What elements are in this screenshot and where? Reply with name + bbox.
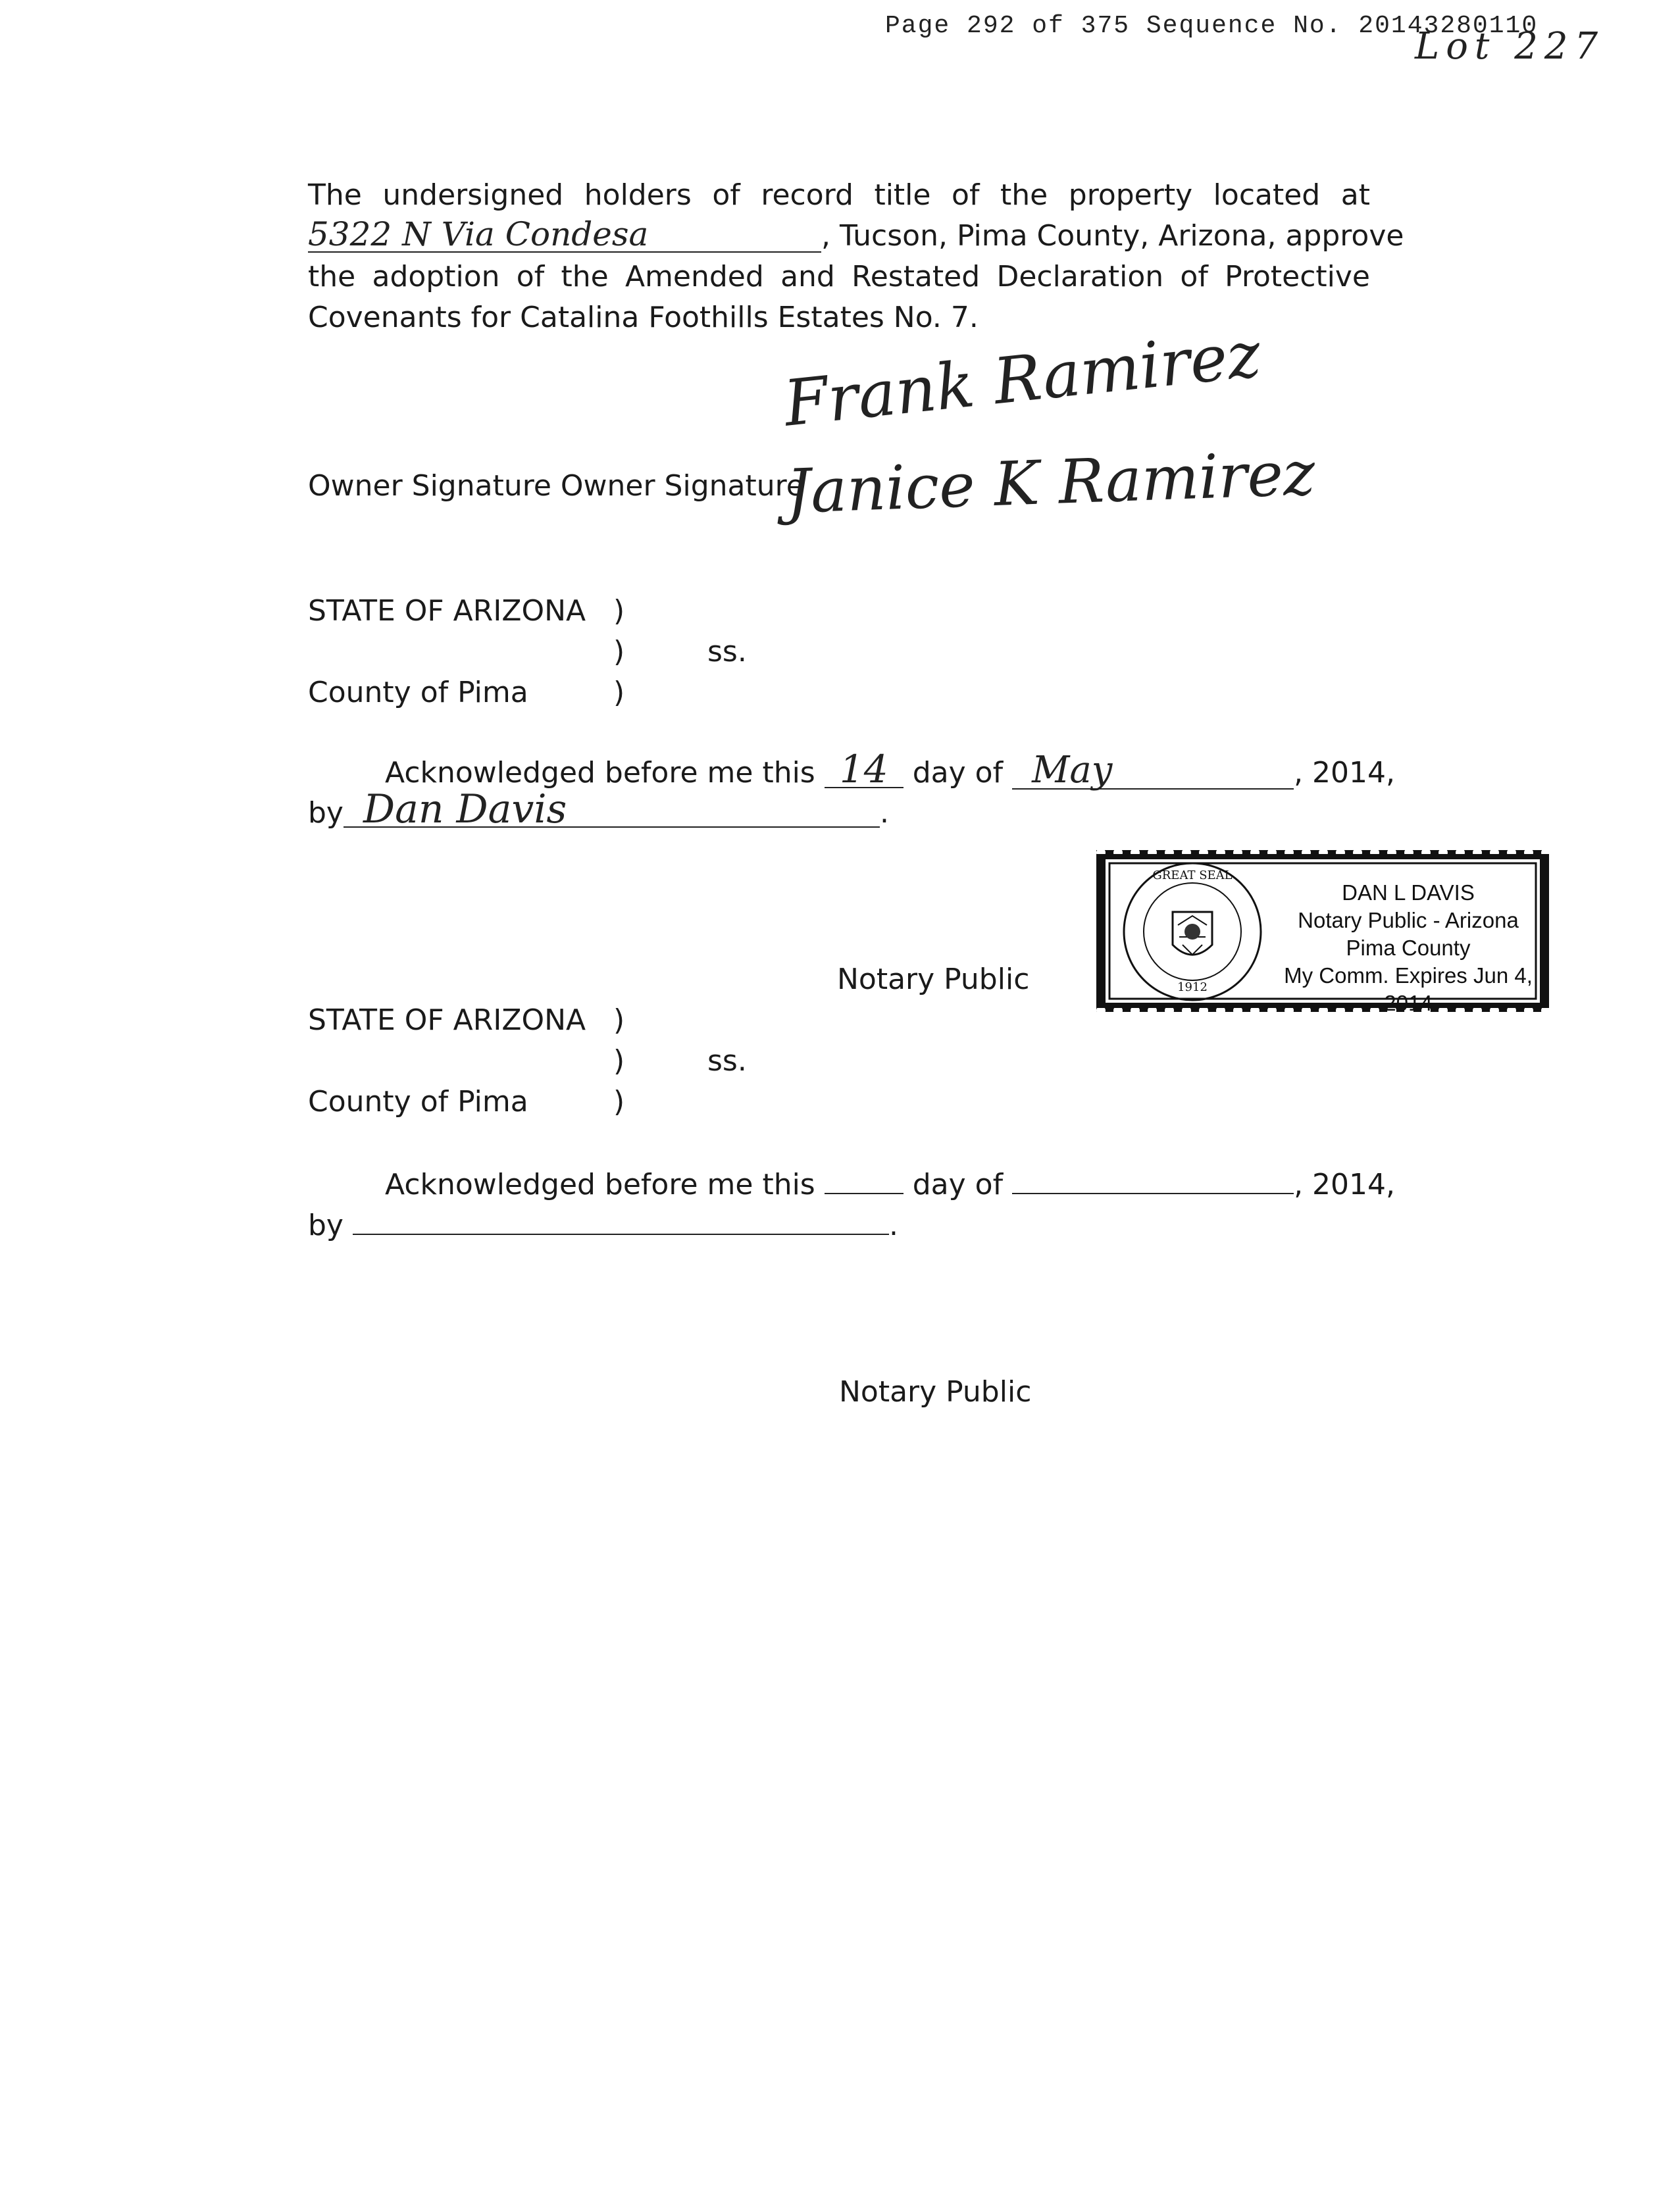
ack1-paren-1: ) — [613, 594, 625, 628]
ack1-by-signature: Dan Davis — [344, 792, 880, 828]
ack2-by: by — [308, 1209, 344, 1242]
declaration-line-2-rest: , Tucson, Pima County, Arizona, approve — [821, 219, 1404, 253]
declaration-line-4: Covenants for Catalina Foothills Estates No. 7. — [308, 301, 979, 334]
svg-text:GREAT SEAL: GREAT SEAL — [1152, 868, 1233, 882]
owner-signature-label: Owner Signature Owner Signature — [308, 469, 804, 503]
svg-text:1912: 1912 — [1177, 980, 1208, 994]
ack1-year: , 2014, — [1294, 756, 1395, 790]
ack2-prefix: Acknowledged before me this — [385, 1168, 815, 1201]
ack2-month-blank — [1012, 1167, 1294, 1194]
ack1-month-handwritten: May — [1012, 753, 1294, 790]
ack2-period: . — [888, 1209, 898, 1242]
ack2-paren-3: ) — [613, 1085, 625, 1119]
state-seal-icon — [1120, 859, 1265, 1004]
ack2-line — [385, 1165, 1395, 1205]
ack1-day-handwritten: 14 — [825, 751, 904, 788]
ack1-paren-3: ) — [613, 676, 625, 709]
ack1-period: . — [879, 796, 889, 830]
ack1-prefix: Acknowledged before me this — [385, 756, 815, 790]
ack2-state: STATE OF ARIZONA — [308, 1003, 586, 1037]
ack2-notary-label: Notary Public — [839, 1375, 1032, 1409]
ack2-year: , 2014, — [1294, 1168, 1395, 1201]
page-sequence-header: Page 292 of 375 Sequence No. 20143280110 — [885, 12, 1539, 40]
ack2-day-blank — [825, 1167, 904, 1194]
ack2-ss: ss. — [707, 1044, 747, 1078]
lot-handwritten-note: Lot 227 — [1415, 25, 1605, 68]
ack1-day-of: day of — [912, 756, 1004, 790]
stamp-text-block — [1270, 879, 1546, 1017]
declaration-line-3: the adoption of the Amended and Restated Declaration of Protective — [308, 260, 1370, 293]
declaration-paragraph — [308, 175, 1404, 338]
declaration-line-2 — [308, 215, 1404, 257]
ack1-county: County of Pima — [308, 676, 528, 709]
stamp-name: DAN L DAVIS — [1342, 880, 1475, 905]
ack1-by-line — [308, 786, 889, 834]
ack2-by-blank — [353, 1207, 889, 1235]
stamp-county: Pima County — [1346, 936, 1471, 960]
ack2-paren-2: ) — [613, 1044, 625, 1078]
ack2-by-line — [308, 1205, 898, 1246]
stamp-expires: My Comm. Expires Jun 4, 2014 — [1284, 963, 1533, 1015]
ack1-ss: ss. — [707, 635, 747, 668]
declaration-line-1: The undersigned holders of record title of the property located at — [308, 178, 1370, 212]
ack1-paren-2: ) — [613, 635, 625, 668]
ack1-by: by — [308, 796, 344, 830]
address-handwritten: 5322 N Via Condesa — [308, 217, 821, 253]
ack2-county: County of Pima — [308, 1085, 528, 1119]
ack2-day-of: day of — [912, 1168, 1004, 1201]
ack1-notary-label: Notary Public — [837, 963, 1030, 996]
ack1-state: STATE OF ARIZONA — [308, 594, 586, 628]
owner-signature-2: Janice K Ramirez — [785, 438, 1317, 527]
stamp-title: Notary Public - Arizona — [1298, 908, 1519, 932]
notary-stamp — [1092, 846, 1553, 1016]
ack2-paren-1: ) — [613, 1003, 625, 1037]
owner-signature-1: Frank Ramirez — [780, 317, 1264, 441]
